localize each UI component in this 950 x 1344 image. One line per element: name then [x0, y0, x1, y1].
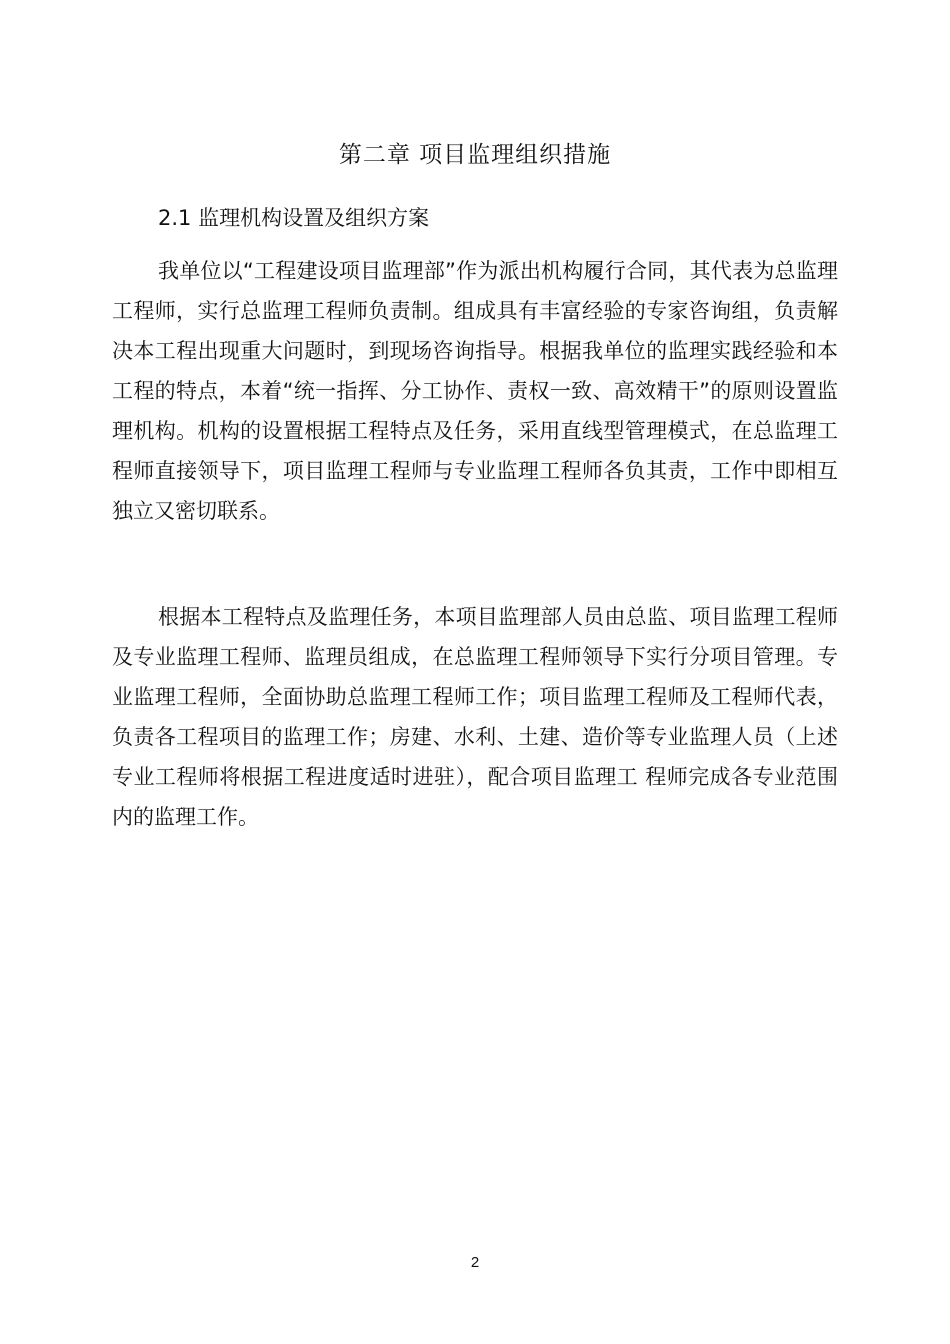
page-number: 2 [470, 1254, 480, 1271]
body-paragraph: 我单位以“工程建设项目监理部”作为派出机构履行合同，其代表为总监理工程师，实行总监理工程师负责制。组成具有丰富经验的专家咨询组，负责解决本工程出现重大问题时，到现场咨询指导。根据我单位的监理实践经验和本工程的特点，本着“统一指挥、分工协作、责权一致、高效精干”的原则设置监理机构。机构的设置根据工程特点及任务，采用直线型管理模式，在总监理工程师直接领导下，项目监理工程师与专业监理工程师各负其责，工作中即相互独立又密切联系。 [112, 259, 838, 523]
body-paragraph: 根据本工程特点及监理任务，本项目监理部人员由总监、项目监理工程师及专业监理工程师、监理员组成，在总监理工程师领导下实行分项目管理。专业监理工程师，全面协助总监理工程师工作；项目监理工程师及工程师代表，负责各工程项目的监理工作；房建、水利、土建、造价等专业监理人员（上述专业工程师将根据工程进度适时进驻），配合项目监理工 程师完成各专业范围内的监理工作。 [112, 605, 838, 829]
section-heading: 2.1 监理机构设置及组织方案 [158, 206, 430, 230]
chapter-title: 第二章 项目监理组织措施 [338, 142, 612, 168]
